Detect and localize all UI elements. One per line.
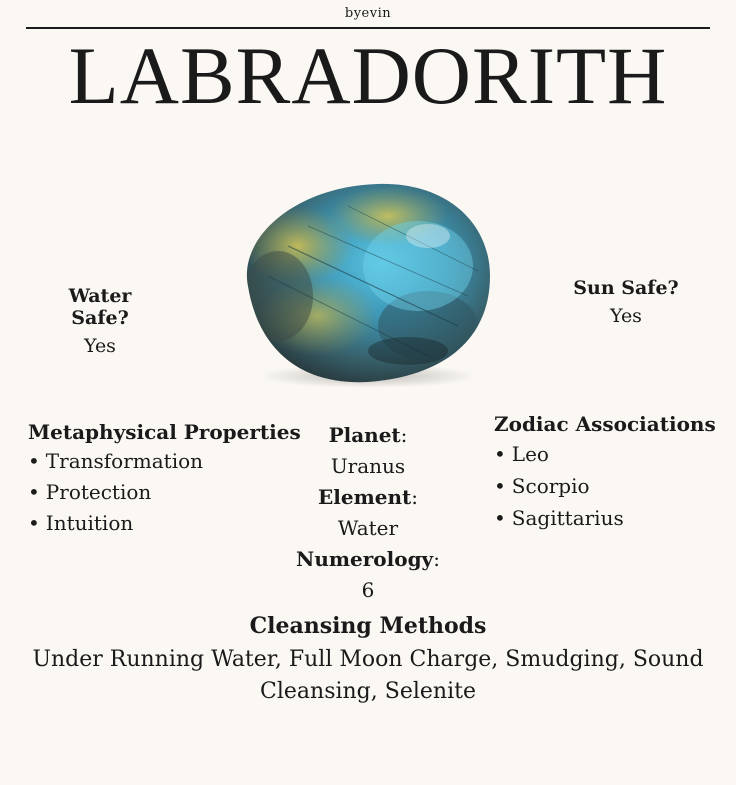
water-safe-label: Water Safe? xyxy=(68,285,132,329)
sun-safe-label: Sun Safe? xyxy=(573,277,679,299)
water-safe-value: Yes xyxy=(84,335,116,357)
byline: byevin xyxy=(344,6,392,21)
sun-safe-value: Yes xyxy=(610,305,642,327)
list-item: • Scorpio xyxy=(494,474,590,498)
element-value: Water xyxy=(337,516,399,540)
list-item: • Leo xyxy=(494,442,549,466)
cleansing-methods-section xyxy=(0,610,736,708)
numerology-heading: Numerology: xyxy=(296,547,440,571)
metaphysical-properties-section xyxy=(28,420,301,539)
list-item: • Transformation xyxy=(28,449,204,473)
planet-value: Uranus xyxy=(330,454,406,478)
zodiac-associations-section xyxy=(494,412,716,534)
sun-safe-section xyxy=(566,277,686,327)
zodiac-list xyxy=(494,438,716,534)
list-item: • Sagittarius xyxy=(494,506,624,530)
list-item: • Intuition xyxy=(28,511,134,535)
metaphysical-properties-heading: Metaphysical Properties xyxy=(28,420,301,444)
page-title: LABRADORITH xyxy=(68,30,668,121)
center-attributes xyxy=(268,420,468,606)
element-heading: Element: xyxy=(318,485,418,509)
zodiac-associations-heading: Zodiac Associations xyxy=(494,412,716,436)
numerology-value: 6 xyxy=(361,578,375,602)
planet-heading: Planet: xyxy=(328,423,408,447)
cleansing-methods-text: Under Running Water, Full Moon Charge, Smudging, Sound Cleansing, Selenite xyxy=(32,647,704,704)
cleansing-methods-heading: Cleansing Methods xyxy=(249,613,487,639)
list-item: • Protection xyxy=(28,480,152,504)
labradorite-stone-image xyxy=(228,176,494,390)
metaphysical-properties-list xyxy=(28,446,301,539)
water-safe-section xyxy=(40,285,160,357)
